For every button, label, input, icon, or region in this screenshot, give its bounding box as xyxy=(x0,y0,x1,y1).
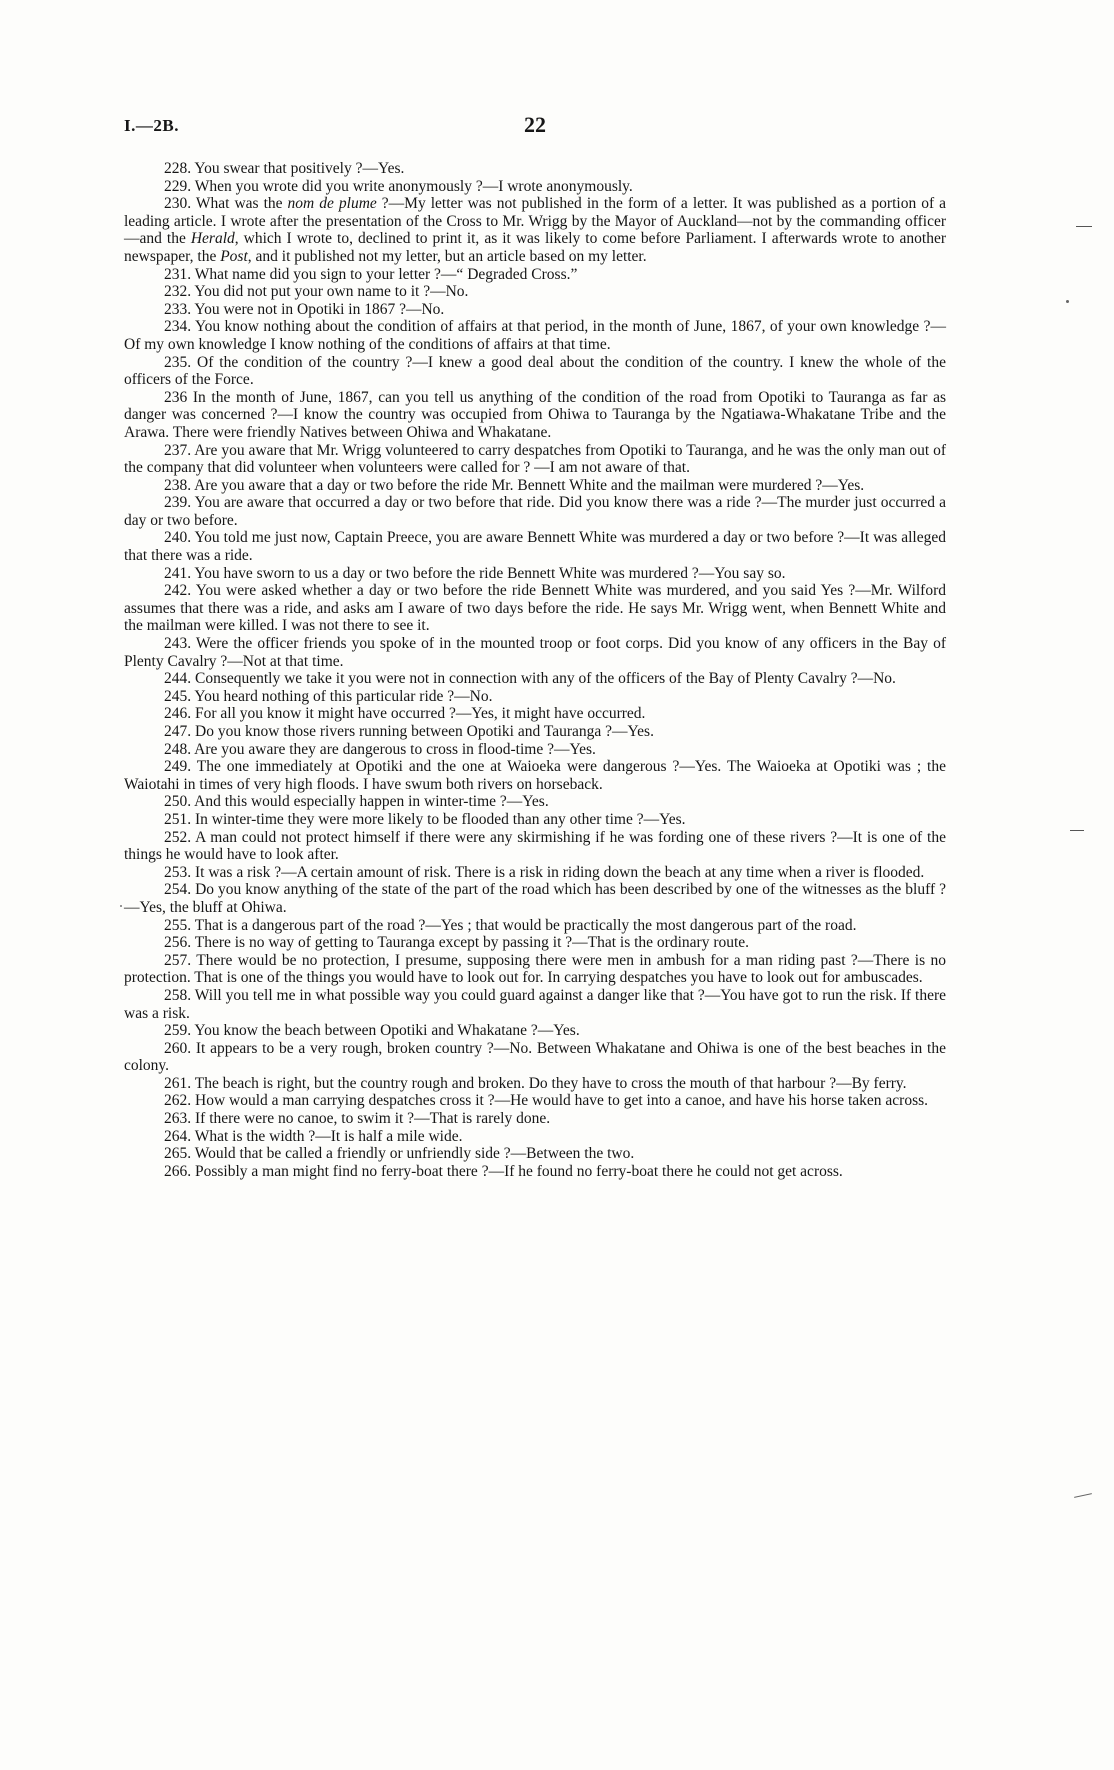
question-245: 245. You heard nothing of this particular ride ?—No. xyxy=(164,687,493,705)
question-233: 233. You were not in Opotiki in 1867 ?—No. xyxy=(164,300,445,318)
margin-mark xyxy=(1070,830,1084,831)
question-262: 262. How would a man carrying despatches cross it ?—He would have to get into a canoe, and have his horse taken across. xyxy=(164,1092,929,1110)
question-244: 244. Consequently we take it you were not in connection with any of the officers of the Bay of Plenty Cavalry ?—No. xyxy=(164,670,896,688)
question-252: 252. A man could not protect himself if there were any skirmishing if he was fording one of these rivers ?—It is one of the things he would have to look after. xyxy=(124,828,946,864)
question-261: 261. The beach is right, but the country rough and broken. Do they have to cross the mouth of that harbour ?—By ferry. xyxy=(164,1074,907,1092)
question-265: 265. Would that be called a friendly or unfriendly side ?—Between the two. xyxy=(164,1145,635,1163)
question-260: 260. It appears to be a very rough, broken country ?—No. Between Whakatane and Ohiwa is one of the best beaches in the colony. xyxy=(124,1039,946,1075)
question-239: 239. You are aware that occurred a day or two before that ride. Did you know there was a ride ?—The murder just occurred a day or two before. xyxy=(124,494,946,529)
page-header xyxy=(124,112,946,146)
question-266: 266. Possibly a man might find no ferry-boat there ?—If he found no ferry-boat there he could not get across. xyxy=(164,1162,843,1180)
margin-mark xyxy=(1074,1493,1092,1498)
page-number: 22 xyxy=(524,112,546,137)
question-234: 234. You know nothing about the condition of affairs at that period, in the month of June, 1867, of your own knowledge ?—Of my own knowledge I know nothing of the conditions of affairs at that time. xyxy=(124,318,946,353)
margin-dot xyxy=(1066,300,1069,303)
question-259: 259. You know the beach between Opotiki and Whakatane ?—Yes. xyxy=(164,1022,580,1040)
question-235: 235. Of the condition of the country ?—I knew a good deal about the condition of the country. I knew the whole of the officers of the Force. xyxy=(124,353,946,389)
question-249: 249. The one immediately at Opotiki and the one at Waioeka were dangerous ?—Yes. The Waioeka at Opotiki was ; the Waiotahi in times of very high floods. I have swum both rivers on horseback. xyxy=(124,758,946,793)
question-257: 257. There would be no protection, I presume, supposing there were men in ambush for a man riding past ?—There is no protection. That is one of the things you would have to look out for. In carrying despatches you have to look out for ambuscades. xyxy=(124,951,946,987)
question-229: 229. When you wrote did you write anonymously ?—I wrote anonymously. xyxy=(164,177,633,195)
question-263: 263. If there were no canoe, to swim it ?—That is rarely done. xyxy=(164,1110,551,1128)
question-248: 248. Are you aware they are dangerous to cross in flood-time ?—Yes. xyxy=(164,740,596,758)
question-250: 250. And this would especially happen in winter-time ?—Yes. xyxy=(164,793,549,811)
question-236: 236 In the month of June, 1867, can you tell us anything of the condition of the road from Opotiki to Tauranga as far as danger was concerned ?—I know the country was occupied from Ohiwa to Tauranga by the Ngatiawa-Whakatane Tribe and the Arawa. There were friendly Natives between Ohiwa and Whakatane. xyxy=(124,388,946,441)
question-237: 237. Are you aware that Mr. Wrigg volunteered to carry despatches from Opotiki to Tauranga, and he was the only man out of the company that did volunteer when volunteers were called for ? —I am not aware of that. xyxy=(124,441,946,477)
question-255: 255. That is a dangerous part of the road ?—Yes ; that would be practically the most dangerous part of the road. xyxy=(164,916,857,934)
question-228: 228. You swear that positively ?—Yes. xyxy=(164,160,405,177)
question-230: 230. What was the nom de plume ?—My letter was not published in the form of a letter. It was published as a portion of a leading article. I wrote after the presentation of the Cross to Mr. Wrigg by the Mayor of Auckland—not by the commanding officer—and the Herald, which I wrote to, declined to print it, as it was likely to come before Parliament. I afterwards wrote to another newspaper, the Post, and it published not my letter, but an article based on my letter. xyxy=(124,195,947,265)
question-247: 247. Do you know those rivers running between Opotiki and Tauranga ?—Yes. xyxy=(164,723,654,740)
question-258: 258. Will you tell me in what possible way you could guard against a danger like that ?—You have got to run the risk. If there was a risk. xyxy=(124,986,946,1022)
question-246: 246. For all you know it might have occurred ?—Yes, it might have occurred. xyxy=(164,705,646,723)
question-256: 256. There is no way of getting to Tauranga except by passing it ?—That is the ordinary route. xyxy=(164,934,750,952)
document-reference: I.—2B. xyxy=(124,116,179,135)
question-238: 238. Are you aware that a day or two before the ride Mr. Bennett White and the mailman were murdered ?—Yes. xyxy=(164,476,865,494)
question-243: 243. Were the officer friends you spoke of in the mounted troop or foot corps. Did you know of any officers in the Bay of Plenty Cavalry ?—Not at that time. xyxy=(124,635,946,670)
question-231: 231. What name did you sign to your letter ?—“ Degraded Cross.” xyxy=(164,265,578,283)
margin-dot xyxy=(120,905,122,907)
testimony-body xyxy=(124,160,946,1180)
question-264: 264. What is the width ?—It is half a mile wide. xyxy=(164,1127,463,1145)
question-253: 253. It was a risk ?—A certain amount of risk. There is a risk in riding down the beach at any time when a river is flooded. xyxy=(164,863,925,881)
question-242: 242. You were asked whether a day or two before the ride Bennett White was murdered, and you said Yes ?—Mr. Wilford assumes that there was a ride, and asks am I aware of two days before the ride. He says Mr. Wrigg went, when Bennett White and the mailman were killed. I was not there to see it. xyxy=(124,582,946,635)
margin-mark xyxy=(1076,226,1092,227)
question-251: 251. In winter-time they were more likely to be flooded than any other time ?—Yes. xyxy=(164,810,686,828)
question-241: 241. You have sworn to us a day or two before the ride Bennett White was murdered ?—You say so. xyxy=(164,564,786,582)
question-232: 232. You did not put your own name to it ?—No. xyxy=(164,283,469,301)
question-254: 254. Do you know anything of the state of the part of the road which has been described by one of the witnesses as the bluff ?—Yes, the bluff at Ohiwa. xyxy=(124,881,946,916)
question-240: 240. You told me just now, Captain Preece, you are aware Bennett White was murdered a day or two before ?—It was alleged that there was a ride. xyxy=(124,529,946,565)
